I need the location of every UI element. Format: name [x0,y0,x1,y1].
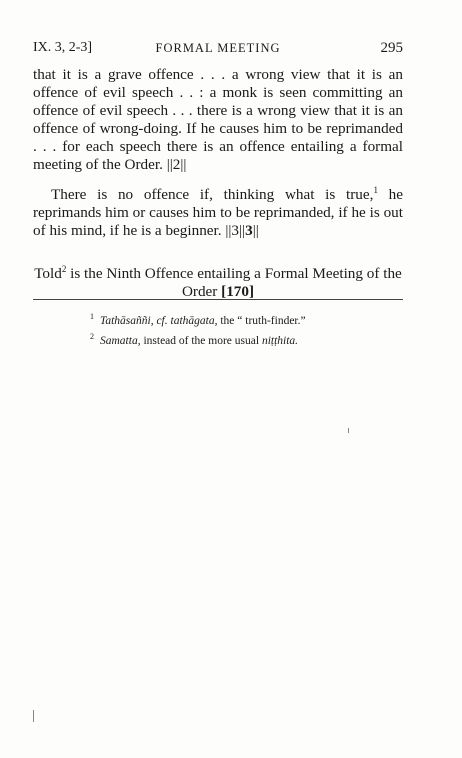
footnote-text: instead of the more usual [140,334,262,347]
closing-text: is the Ninth Offence entailing a Formal Meeting of the Order [66,265,402,301]
footnote-2 [90,329,410,349]
running-title: FORMAL MEETING [155,41,281,55]
footnote-number: 1 [90,312,94,321]
section-end-mark: || [252,222,259,240]
chapter-reference: IX. 3, 2-3] [33,40,93,55]
footnote-number: 2 [90,331,94,341]
page-marker: [170] [221,283,255,301]
footnote-text: the “ truth-finder.” [217,314,306,327]
paragraph-2-text-a: There is no offence if, thinking what is true, [51,186,374,204]
closing-line [33,260,403,301]
footnotes [90,309,410,349]
closing-word: Told [34,265,62,283]
footnote-italic: Tathāsaññi, cf. tathāgata, [100,314,218,327]
page-number: 295 [380,40,403,56]
scan-speck [33,710,34,722]
section-number: 3 [245,222,253,240]
footnote-divider [33,299,403,300]
paragraph-2 [33,181,403,240]
footnote-1 [90,309,410,329]
footnote-italic: Samatta, [100,334,141,347]
running-header [33,40,403,58]
paragraph-1: that it is a grave offence . . . a wrong view that it is an offence of evil speech . . : a monk is seen committing an offence of evil speech . . . there is a wrong view that it is an offence of wrong-doing. If he causes him to be reprimanded . . . for each speech there is an offence entailing a formal meeting of the Order. ||2|| [33,66,403,173]
paragraph-2-text-b: he reprimands him or causes him to be reprimanded, if he is out of his mind, if he is a beginner. ||3|| [33,186,403,240]
footnote-italic-2: niṭṭhita. [261,334,299,347]
footnote-ref-1: 1 [373,185,378,195]
scan-speck [348,428,349,433]
footnote-ref-2: 2 [61,264,67,274]
